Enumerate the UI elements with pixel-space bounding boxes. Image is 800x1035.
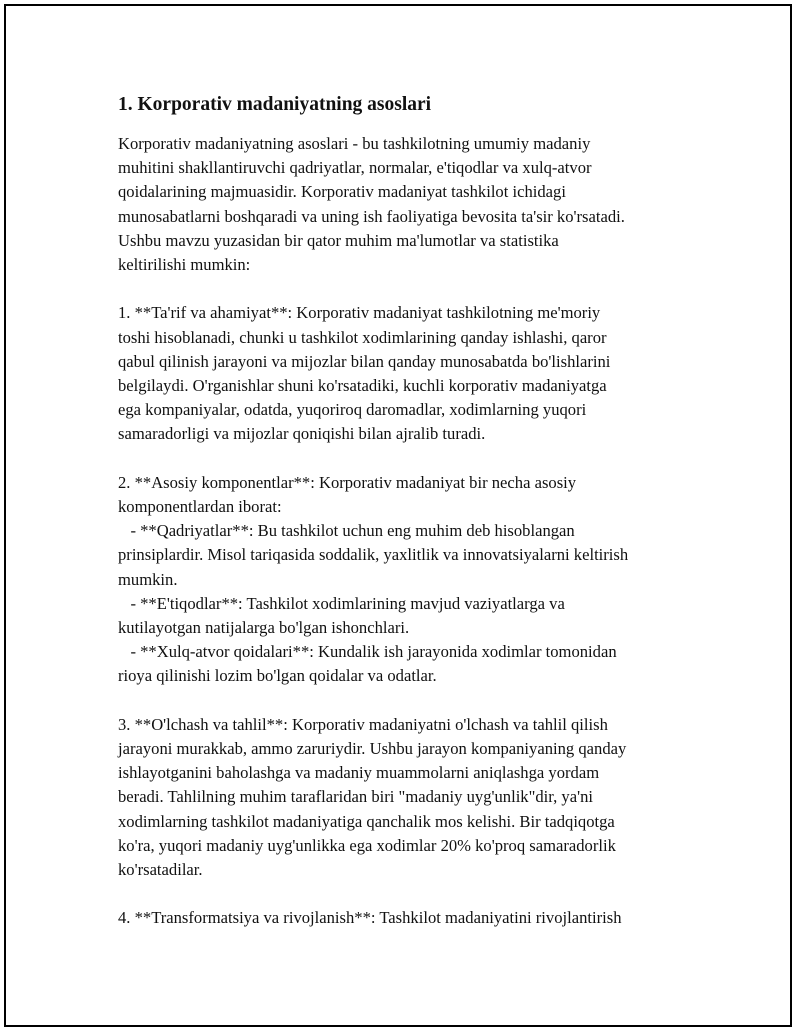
text-line: ega kompaniyalar, odatda, yuqoriroq daromadlar, xodimlarning yuqori <box>118 400 587 420</box>
paragraph <box>118 906 718 930</box>
text-line: 3. **O'lchash va tahlil**: Korporativ madaniyatni o'lchash va tahlil qilish <box>118 714 608 734</box>
text-line: ko'rsatadilar. <box>118 860 203 880</box>
paragraph <box>118 132 718 277</box>
text-line: qoidalarining majmuasidir. Korporativ madaniyat tashkilot ichidagi <box>118 182 566 202</box>
text-line: - **Xulq-atvor qoidalari**: Kundalik ish jarayonida xodimlar tomonidan <box>118 642 617 662</box>
paragraph <box>118 471 718 689</box>
text-line: 2. **Asosiy komponentlar**: Korporativ madaniyat bir necha asosiy <box>118 472 577 492</box>
section-heading: 1. Korporativ madaniyatning asoslari <box>118 94 432 115</box>
text-line: mumkin. <box>118 569 178 589</box>
text-line: munosabatlarni boshqaradi va uning ish faoliyatiga bevosita ta'sir ko'rsatadi. <box>118 206 625 226</box>
text-line: - **Qadriyatlar**: Bu tashkilot uchun eng muhim deb hisoblangan <box>118 521 575 541</box>
text-line: keltirilishi mumkin: <box>118 255 251 275</box>
text-line: samaradorligi va mijozlar qoniqishi bilan ajralib turadi. <box>118 424 486 444</box>
text-line: prinsiplardir. Misol tariqasida soddalik, yaxlitlik va innovatsiyalarni keltirish <box>118 545 629 565</box>
text-line: ishlayotganini baholashga va madaniy muammolarni aniqlashga yordam <box>118 763 600 783</box>
text-line: 1. **Ta'rif va ahamiyat**: Korporativ madaniyat tashkilotning me'moriy <box>118 303 601 323</box>
text-line: beradi. Tahlilning muhim taraflaridan biri "madaniy uyg'unlik"dir, ya'ni <box>118 787 593 807</box>
text-line: rioya qilinishi lozim bo'lgan qoidalar va odatlar. <box>118 666 437 686</box>
text-line: 4. **Transformatsiya va rivojlanish**: Tashkilot madaniyatini rivojlantirish <box>118 908 622 928</box>
text-line: jarayoni murakkab, ammo zaruriydir. Ushbu jarayon kompaniyaning qanday <box>118 739 627 759</box>
paragraph-gap <box>118 689 718 713</box>
paragraph-gap <box>118 447 718 471</box>
paragraph <box>118 713 718 882</box>
text-line: muhitini shakllantiruvchi qadriyatlar, normalar, e'tiqodlar va xulq-atvor <box>118 158 592 178</box>
text-line: xodimlarning tashkilot madaniyatiga qanchalik mos kelishi. Bir tadqiqotga <box>118 811 615 831</box>
text-line: - **E'tiqodlar**: Tashkilot xodimlarining mavjud vaziyatlarga va <box>118 593 565 613</box>
paragraph-gap <box>118 277 718 301</box>
paragraph-gap <box>118 882 718 906</box>
document-body <box>118 93 718 931</box>
paragraph <box>118 301 718 446</box>
text-line: komponentlardan iborat: <box>118 497 282 517</box>
text-line: belgilaydi. O'rganishlar shuni ko'rsatadiki, kuchli korporativ madaniyatga <box>118 376 607 396</box>
text-line: kutilayotgan natijalarga bo'lgan ishonchlari. <box>118 618 410 638</box>
text-line: Korporativ madaniyatning asoslari - bu tashkilotning umumiy madaniy <box>118 134 591 153</box>
text-line: Ushbu mavzu yuzasidan bir qator muhim ma'lumotlar va statistika <box>118 230 559 250</box>
text-line: qabul qilinish jarayoni va mijozlar bilan qanday munosabatda bo'lishlarini <box>118 351 611 371</box>
text-line: toshi hisoblanadi, chunki u tashkilot xodimlarining qanday ishlashi, qaror <box>118 327 607 347</box>
paragraph-container <box>118 132 718 931</box>
text-line: ko'ra, yuqori madaniy uyg'unlikka ega xodimlar 20% ko'proq samaradorlik <box>118 835 616 855</box>
